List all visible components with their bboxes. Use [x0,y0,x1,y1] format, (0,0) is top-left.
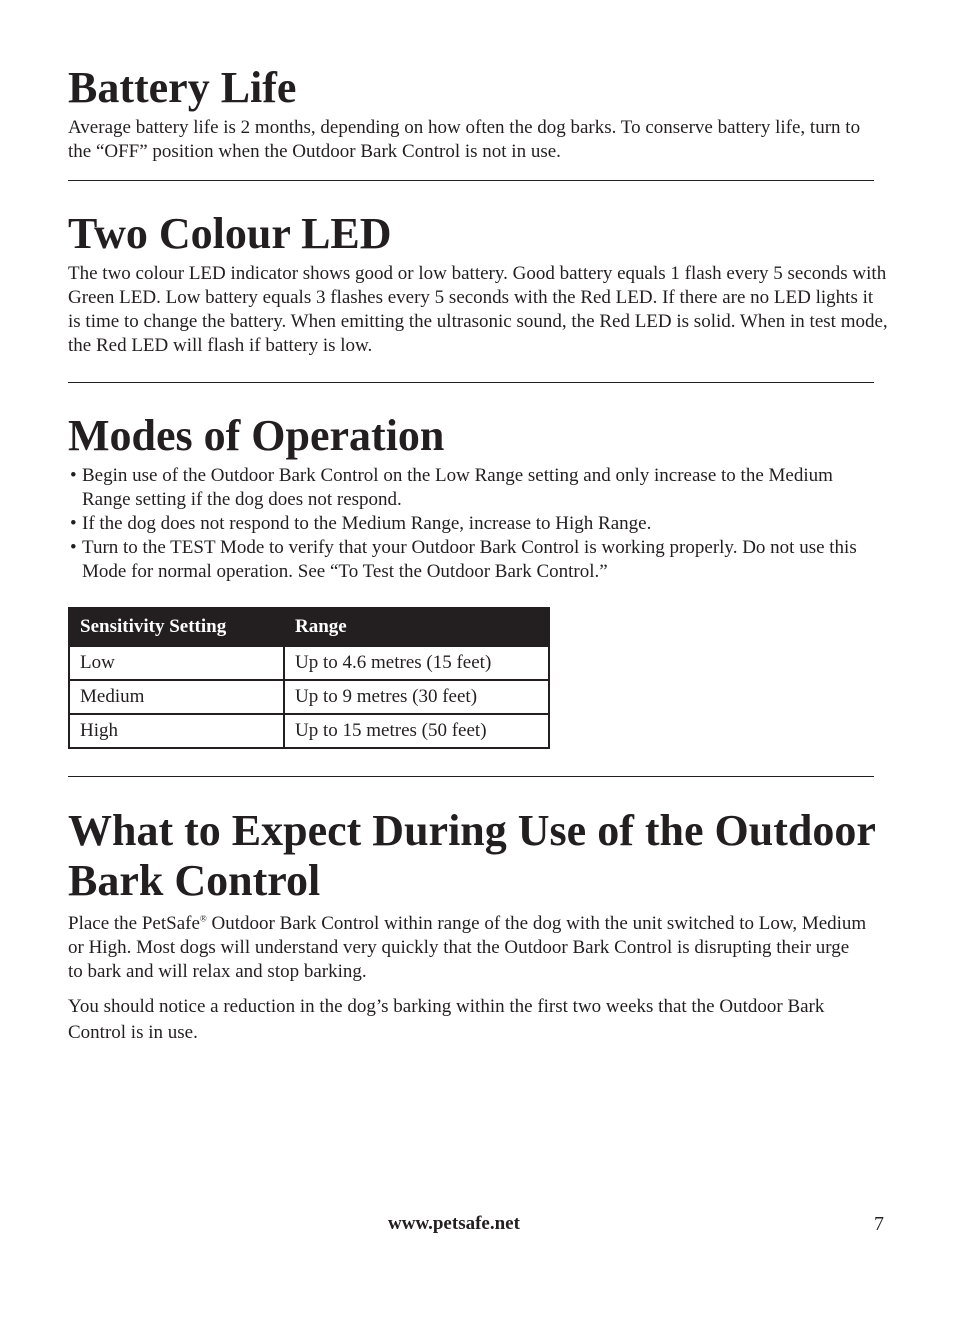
table-row [69,680,549,714]
list-item: • Turn to the TEST Mode to verify that your Outdoor Bark Control is working properly. Do not use this Mode for normal operation. See “To Test the Outdoor Bark Control.” [70,537,857,582]
battery-life-section [68,64,882,164]
two-colour-led-text: The two colour LED indicator shows good or low battery. Good battery equals 1 flash every 5 seconds with Green LED. Low battery equals 3 flashes every 5 seconds with the Red LED. If there are no LED lights it is time to change the battery. When emitting the ultrasonic sound, the Red LED is solid. When in test mode, the Red LED will flash if battery is low. [68,263,888,356]
battery-life-heading: Battery Life [68,63,297,112]
section-divider [68,776,874,777]
section-divider [68,382,874,383]
sensitivity-table [68,607,550,749]
bullet-icon: • [70,537,77,558]
table-row [69,714,549,748]
modes-bullet-list [68,464,882,584]
website-link[interactable]: www.petsafe.net [388,1213,520,1234]
setting-cell: High [69,714,284,748]
modes-of-operation-section [68,412,882,584]
what-to-expect-section [68,806,888,1046]
battery-life-text: Average battery life is 2 months, depending on how often the dog barks. To conserve battery life, turn to the “OFF” position when the Outdoor Bark Control is not in use. [68,117,861,162]
two-colour-led-section [68,210,888,358]
table-header-row [69,608,549,646]
setting-cell: Medium [69,680,284,714]
bullet-icon: • [70,465,77,486]
two-colour-led-heading: Two Colour LED [68,209,392,258]
what-to-expect-paragraph-1: Place the PetSafe® Outdoor Bark Control within range of the dog with the unit switched to Low, Medium or High. Most dogs will understand very quickly that the Outdoor Bark Control is disrupting their urge to bark and will relax and stop barking. [68,913,867,982]
list-item: • Begin use of the Outdoor Bark Control on the Low Range setting and only increase to the Medium Range setting if the dog does not respond. [70,465,833,510]
what-to-expect-heading: What to Expect During Use of the Outdoor Bark Control [68,806,876,905]
registered-mark: ® [199,913,207,924]
table-row [69,646,549,680]
what-to-expect-paragraph-2: You should notice a reduction in the dog’s barking within the first two weeks that the Outdoor Bark Control is in use. [68,996,825,1043]
bullet-icon: • [70,513,77,534]
column-header-range: Range [284,608,549,646]
range-cell: Up to 9 metres (30 feet) [284,680,549,714]
range-cell: Up to 15 metres (50 feet) [284,714,549,748]
setting-cell: Low [69,646,284,680]
list-item: • If the dog does not respond to the Medium Range, increase to High Range. [70,513,652,534]
section-divider [68,180,874,181]
range-cell: Up to 4.6 metres (15 feet) [284,646,549,680]
column-header-sensitivity: Sensitivity Setting [69,608,284,646]
modes-of-operation-heading: Modes of Operation [68,411,445,460]
page-number: 7 [874,1213,884,1235]
